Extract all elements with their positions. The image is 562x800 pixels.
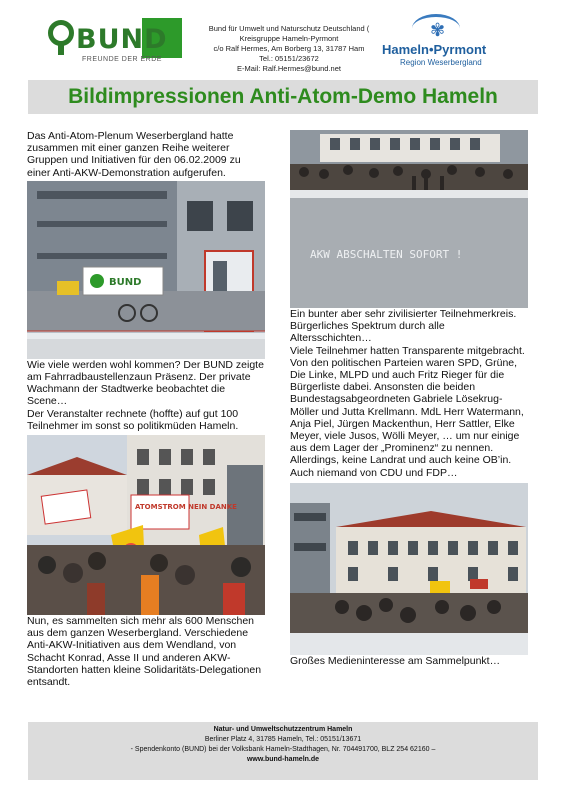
footer-address: Berliner Platz 4, 31785 Hameln, Tel.: 05151/13671 — [204, 736, 362, 743]
photo-crowd-banners — [27, 435, 265, 615]
hameln-pyrmont-logo — [382, 12, 502, 70]
contact-email: E-Mail: Ralf.Hermes@bund.net — [237, 64, 341, 73]
contact-line: Tel.: 05151/23672 — [259, 54, 319, 63]
page-title-bar — [28, 80, 538, 114]
running-figure-icon: ✾ — [430, 20, 446, 40]
footer-website[interactable]: www.bund-hameln.de — [246, 756, 320, 763]
intro-text: Das Anti-Atom-Plenum Weserbergland hatte zusammen mit einer ganzen Reihe weiterer Gruppen und Initiativen für den 06.02.2009 zu einer Anti-AKW-Demonstration aufgerufen. — [27, 130, 241, 179]
contact-line: c/o Ralf Hermes, Am Borberg 13, 31787 Ham — [213, 44, 365, 53]
caption-expectation: Der Veranstalter rechnete (hoffte) auf gut 100 Teilnehmer im sonst so politikmüden Hameln. — [27, 407, 239, 432]
bund-logo — [42, 14, 182, 68]
caption-media: Großes Medieninteresse am Sammelpunkt… — [290, 654, 501, 667]
caption-bike-fence: Wie viele werden wohl kommen? Der BUND zeigte am Fahrradbaustellenzaun Präsenz. Der private Wachmann der Stadtwerke beobachtet die Scene… — [27, 358, 264, 408]
caption-participants: Ein bunter aber sehr zivilisierter Teilnehmerkreis. Bürgerliches Spektrum durch alle Altersschichten… — [290, 308, 517, 345]
photo-media-interest — [290, 483, 528, 655]
right-column — [290, 130, 528, 667]
photo-bike-fence — [27, 181, 265, 359]
region-logo-name: Hameln•Pyrmont — [382, 42, 487, 57]
banner-atomstrom-text: ATOMSTROM NEIN DANKE — [135, 503, 237, 512]
footer-org-name: Natur- und Umweltschutzzentrum Hameln — [213, 726, 353, 733]
photo-chalk-writing — [290, 130, 528, 308]
banner-bund-text: BUND — [109, 276, 142, 288]
contact-block — [198, 24, 380, 74]
bund-logo-tagline: FREUNDE DER ERDE — [82, 56, 162, 63]
page-footer — [28, 722, 538, 780]
page-header — [0, 0, 562, 78]
page-title: Bildimpressionen Anti-Atom-Demo Hameln — [68, 85, 498, 108]
bund-logo-wordmark: BUND — [76, 24, 168, 55]
contact-line: Bund für Umwelt und Naturschutz Deutschland ( — [208, 24, 370, 33]
footer-bank: - Spendenkonto (BUND) bei der Volksbank Hameln-Stadthagen, Nr. 704491700, BLZ 254 62160 – — [130, 746, 436, 753]
chalk-text: AKW ABSCHALTEN SOFORT ! — [310, 248, 463, 261]
region-logo-sub: Region Weserbergland — [400, 58, 482, 67]
contact-line: Kreisgruppe Hameln-Pyrmont — [239, 34, 339, 43]
caption-crowd: Nun, es sammelten sich mehr als 600 Menschen aus dem ganzen Weserbergland. Verschiedene Anti-AKW-Initiativen aus dem Wendland, von Schacht Konrad, Asse II und anderen AKW-Standorten hatten kleine Solidaritäts-Delegationen entsandt. — [27, 615, 262, 689]
left-column — [27, 130, 265, 688]
caption-transparents: Viele Teilnehmer hatten Transparente mitgebracht. Von den politischen Parteien waren SPD, Grüne, Die Linke, MLPD und auch Fritz Rieger für die Bürgerliste dabei. Ansonsten die beiden Bundestagsabgeordneten Gabriele Lösekrug-Möller und Jutta Krellmann. MdL Herr Watermann, Anja Piel, Jürgen Mackenthun, Herr Sattler, Elke Meyer, viele Jusos, Wölli Meyer, … um nur einige aus dem Lager der „Prominenz“ zu nennen. Allerdings, keine Landrat und auch keine OB’in. Auch niemand von CDU und FDP… — [290, 344, 525, 479]
